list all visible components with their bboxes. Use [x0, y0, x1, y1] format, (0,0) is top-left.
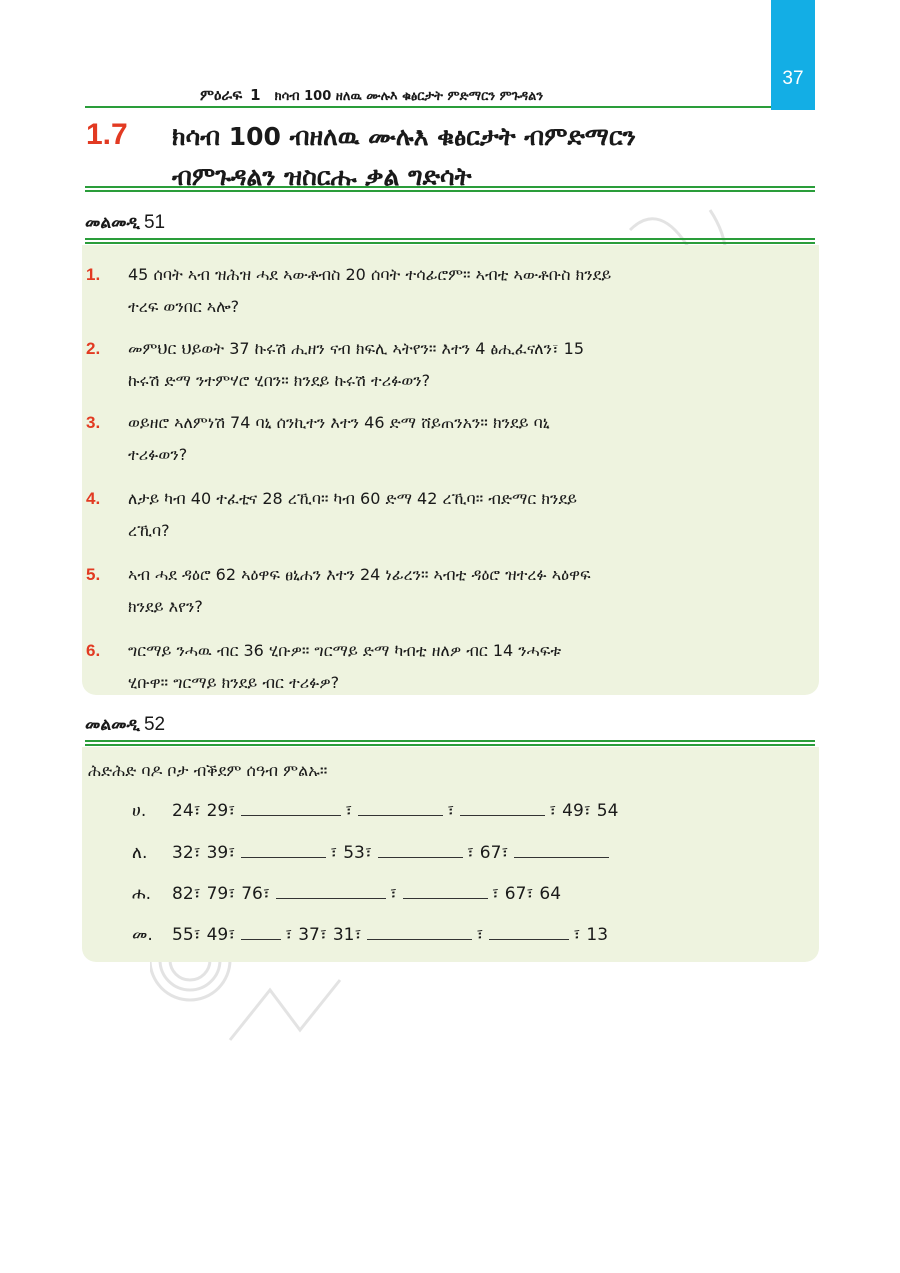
separator: ፣ — [389, 884, 397, 904]
sequence-number: 49፣ — [562, 801, 591, 821]
running-head — [200, 86, 760, 104]
exercise-51-rule — [85, 238, 815, 244]
section-number: 1.7 — [86, 118, 128, 151]
sequence-row — [132, 923, 772, 945]
separator: ፣ — [476, 925, 484, 945]
exercise-52-number: 52 — [143, 714, 166, 735]
answer-blank[interactable] — [403, 882, 488, 899]
answer-blank[interactable] — [489, 923, 569, 940]
question-number: 6. — [86, 641, 101, 660]
page-number: 37 — [782, 68, 804, 89]
exercise-52-instruction: ሕድሕድ ባዶ ቦታ ብቕደም ሰዓብ ምልኡ። — [88, 761, 328, 780]
question-text-line: ኣብ ሓደ ዳዕሮ 62 ኣዕዋፍ ፀኒሐን እተን 24 ነፊረን። ኣብቲ ዳዕሮ ዝተረፉ ኣዕዋፍ — [128, 565, 591, 584]
sequence-number: 67፣ — [479, 843, 509, 863]
answer-blank[interactable] — [514, 841, 609, 858]
sequence-number: 24፣ — [172, 801, 201, 821]
sequence-row-label: ሀ. — [132, 801, 147, 821]
question-text-line: ሂቡዋ። ግርማይ ክንደይ ብር ተሪፉዎ? — [128, 673, 340, 692]
question-number: 2. — [86, 339, 101, 358]
sequence-number: 79፣ — [206, 884, 236, 904]
running-head-unit: ምዕራፍ — [200, 86, 243, 104]
sequence-number: 54 — [596, 801, 619, 821]
sequence-number: 49፣ — [206, 925, 236, 945]
exercise-52-rule — [85, 740, 815, 746]
question-text-line: 45 ሰባት ኣብ ዝሕዝ ሓደ ኣውቶብስ 20 ሰባት ተሳፊሮም። ኣብቲ ኣውቶቡስ ክንደይ — [128, 265, 612, 284]
sequence-number: 32፣ — [172, 843, 201, 863]
question-text-line: ወይዘሮ ኣለምነሽ 74 ባኒ ሰንኪተን እተን 46 ድማ ሸይጠንአን። ክንደይ ባኒ — [128, 413, 550, 432]
question-text-line: መምህር ህይወት 37 ኩሩሽ ሒዘን ናብ ክፍሊ ኣትየን። እተን 4 ፅሒፈናለን፣ 15 — [128, 339, 584, 358]
sequence-number: 37፣ — [298, 925, 327, 945]
running-head-title: ክሳብ 100 ዘለዉ ሙሉእ ቁፅርታት ምድማርን ምጉዳልን — [274, 89, 544, 104]
sequence-number: 76፣ — [241, 884, 270, 904]
sequence-row-label: ለ. — [132, 843, 148, 863]
question-number: 4. — [86, 489, 101, 508]
running-head-rule — [85, 106, 771, 108]
question-number: 5. — [86, 565, 101, 584]
sequence-row — [132, 841, 772, 863]
sequence-number: 67፣ — [504, 884, 534, 904]
sequence-row-label: ሐ. — [132, 884, 152, 904]
question-text-line: ግርማይ ንሓዉ ብር 36 ሂቡዎ። ግርማይ ድማ ካብቲ ዘለዎ ብር 14 ንሓፍቱ — [128, 641, 562, 660]
question-text-line: ክንደይ እየን? — [128, 597, 203, 616]
section-title — [172, 117, 792, 197]
question-text-line: ለታይ ካብ 40 ተፈቲና 28 ረኺባ። ካብ 60 ድማ 42 ረኺባ። ብድማር ክንደይ — [128, 489, 577, 508]
exercise-52-heading — [85, 714, 165, 736]
separator: ፣ — [285, 925, 293, 945]
section-title-rule — [85, 186, 815, 192]
answer-blank[interactable] — [276, 882, 386, 899]
sequence-number: 82፣ — [172, 884, 201, 904]
exercise-52-label: መልመዲ — [85, 715, 140, 735]
sequence-number: 53፣ — [343, 843, 372, 863]
question-text-line: ተሪፉወን? — [128, 445, 188, 464]
answer-blank[interactable] — [241, 841, 326, 858]
answer-blank[interactable] — [241, 799, 341, 816]
separator: ፣ — [330, 843, 338, 863]
separator: ፣ — [345, 801, 353, 821]
exercise-51-panel — [82, 245, 819, 695]
answer-blank[interactable] — [358, 799, 443, 816]
question-text-line: ኩሩሽ ድማ ንተምሃሮ ሂበን። ክንደይ ኩሩሽ ተሪፉወን? — [128, 371, 431, 390]
section-title-line-1: ክሳብ 100 ብዘለዉ ሙሉእ ቁፅርታት ብምድማርን — [172, 122, 636, 151]
sequence-row-label: መ. — [132, 925, 153, 945]
exercise-51-label: መልመዲ — [85, 213, 140, 233]
sequence-row — [132, 882, 772, 904]
question-text-line: ረኺባ? — [128, 521, 170, 540]
sequence-number: 64 — [539, 884, 562, 904]
sequence-number: 29፣ — [206, 801, 236, 821]
separator: ፣ — [491, 884, 499, 904]
question-text-line: ተረፍ ወንበር ኣሎ? — [128, 297, 240, 316]
question-number: 3. — [86, 413, 101, 432]
question-number: 1. — [86, 265, 101, 284]
answer-blank[interactable] — [367, 923, 472, 940]
sequence-number: 13 — [586, 925, 609, 945]
answer-blank[interactable] — [460, 799, 545, 816]
sequence-number: 55፣ — [172, 925, 201, 945]
separator: ፣ — [447, 801, 455, 821]
running-head-unit-number: 1 — [250, 86, 261, 104]
sequence-row — [132, 799, 772, 821]
separator: ፣ — [549, 801, 557, 821]
answer-blank[interactable] — [378, 841, 463, 858]
separator: ፣ — [573, 925, 581, 945]
sequence-number: 31፣ — [332, 925, 362, 945]
exercise-52-panel — [82, 747, 819, 962]
exercise-51-number: 51 — [143, 212, 166, 233]
section-title-line-2: ብምጉዳልን ዝስርሑ ቃል ግድሳት — [172, 162, 472, 191]
page-tab — [771, 0, 815, 110]
sequence-number: 39፣ — [206, 843, 236, 863]
separator: ፣ — [466, 843, 474, 863]
exercise-51-heading — [85, 212, 165, 234]
answer-blank[interactable] — [241, 923, 281, 940]
